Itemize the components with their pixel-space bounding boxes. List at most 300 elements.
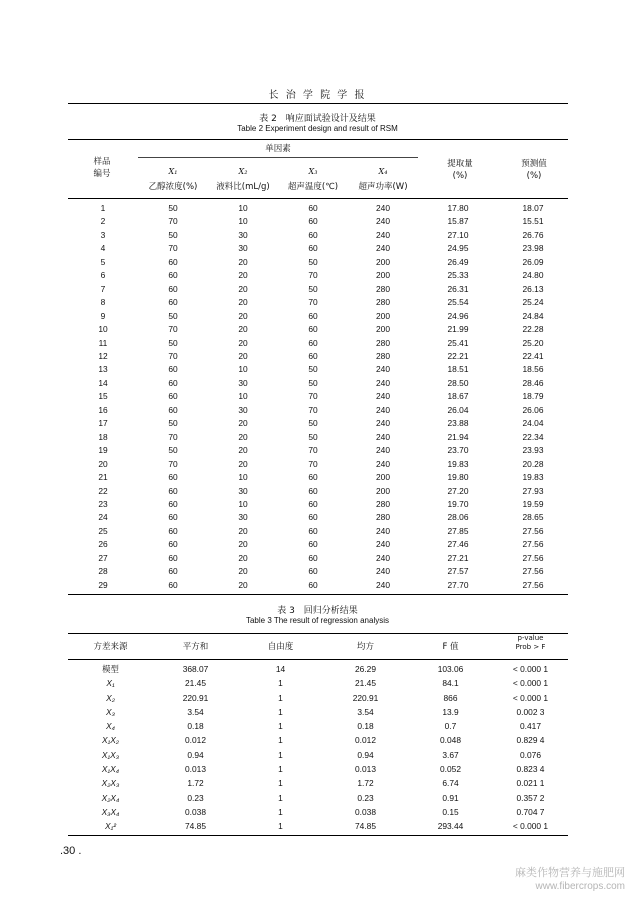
pred-header-line2: (%): [526, 171, 542, 181]
table-cell: 60: [308, 310, 318, 321]
table-row: [68, 283, 568, 296]
table-cell: 22: [98, 485, 108, 496]
table-cell: 20: [238, 297, 248, 308]
table-cell: 16: [98, 404, 108, 415]
table2-caption-cn: 表 2 响应面试验设计及结果: [259, 114, 376, 124]
p-header-top: p-value: [517, 634, 544, 642]
factor-name-x2: 液料比(mL/g): [216, 182, 270, 192]
table-cell: 27: [98, 552, 108, 563]
table-cell: 20: [238, 283, 248, 294]
table-cell: 19.83: [522, 472, 544, 483]
table-cell: 22.41: [522, 350, 544, 361]
table-cell: 60: [168, 297, 178, 308]
table-cell: 19.80: [447, 472, 469, 483]
table-cell: 25.24: [522, 297, 544, 308]
table-cell: 0.357 2: [516, 792, 545, 803]
source-cell: X₃X₄: [101, 806, 120, 817]
table-cell: 60: [308, 579, 318, 590]
table2-pred-header: [500, 158, 568, 182]
table-cell: 24: [98, 512, 108, 523]
table-cell: 25.33: [447, 270, 469, 281]
factor-name-x4: 超声功率(W): [358, 182, 408, 192]
table-row: [68, 662, 568, 676]
table-cell: 18.07: [522, 203, 544, 213]
table-cell: 0.23: [187, 792, 204, 803]
table-cell: 24.95: [447, 243, 469, 254]
source-cell: X₄: [106, 721, 115, 732]
table-cell: < 0.000 1: [512, 821, 549, 832]
table-cell: 3.54: [187, 706, 204, 717]
table-cell: 14: [275, 664, 286, 674]
table-cell: 27.70: [447, 579, 469, 590]
watermark: [515, 866, 625, 894]
page-number: .30 .: [60, 845, 82, 857]
table-cell: 220.91: [352, 692, 379, 703]
table-cell: 10: [238, 203, 248, 213]
table-cell: 84.1: [442, 678, 459, 689]
table-cell: 200: [376, 485, 390, 496]
table-cell: 50: [308, 377, 318, 388]
table-cell: 27.85: [447, 525, 469, 536]
table-cell: 9: [100, 310, 106, 321]
table-row: [68, 229, 568, 242]
table-cell: 27.20: [447, 485, 469, 496]
table-cell: 10: [98, 324, 108, 335]
table-cell: 0.048: [440, 735, 461, 746]
table-cell: 3.54: [357, 706, 374, 717]
table-cell: 1: [278, 735, 283, 746]
table-cell: 70: [308, 297, 318, 308]
table-cell: 60: [168, 283, 178, 294]
table-cell: 20: [238, 458, 248, 469]
t3-header-ms: 均方: [356, 642, 374, 652]
table-cell: 60: [308, 539, 318, 550]
source-cell: X₁X₄: [101, 764, 120, 775]
table-cell: 0.829 4: [516, 735, 545, 746]
table-cell: 10: [238, 216, 248, 227]
table-cell: 19.59: [522, 498, 544, 509]
table-cell: 28.46: [522, 377, 544, 388]
table-cell: 70: [308, 404, 318, 415]
table-cell: 60: [168, 377, 178, 388]
table-cell: 1.72: [357, 778, 374, 789]
table-cell: 60: [308, 203, 318, 213]
table-cell: 240: [376, 525, 390, 536]
table-cell: 28.06: [447, 512, 469, 523]
table-cell: 18.56: [522, 364, 544, 375]
table-row: [68, 431, 568, 444]
table-cell: 240: [376, 431, 390, 442]
table-cell: 14: [98, 377, 108, 388]
table-cell: 26: [98, 539, 108, 550]
table-cell: 21.45: [355, 678, 376, 689]
table-cell: 60: [168, 256, 178, 267]
table-row: [68, 296, 568, 309]
table3-caption-cn: 表 3 回归分析结果: [277, 606, 358, 616]
table-cell: 0.823 4: [516, 764, 545, 775]
table-cell: 24.96: [447, 310, 469, 321]
table-cell: 60: [168, 552, 178, 563]
table-row: [68, 242, 568, 255]
table-cell: 11: [98, 337, 108, 348]
table-cell: 23: [98, 498, 108, 509]
table-row: [68, 417, 568, 430]
table-cell: 30: [238, 229, 248, 240]
table-row: [68, 202, 568, 215]
table-cell: 70: [168, 243, 178, 254]
table-cell: 60: [168, 566, 178, 577]
table-cell: 19.83: [447, 458, 469, 469]
table-cell: 20: [238, 418, 248, 429]
table-cell: 60: [308, 485, 318, 496]
table-cell: 60: [168, 579, 178, 590]
table-cell: 15: [98, 391, 108, 402]
table-cell: 10: [238, 498, 248, 509]
table-cell: 22.34: [522, 431, 544, 442]
journal-header: 长 治 学 院 学 报: [268, 90, 367, 101]
table-cell: 27.56: [522, 525, 544, 536]
table-cell: 0.23: [357, 792, 374, 803]
table-row: [68, 776, 568, 790]
table-row: [68, 762, 568, 776]
table-cell: 27.56: [522, 539, 544, 550]
table-cell: 50: [168, 229, 178, 240]
source-cell: X₁X₂: [101, 735, 119, 746]
table-cell: 5: [100, 256, 106, 267]
table2-header-rule: [68, 198, 568, 199]
table-cell: 6.74: [442, 778, 459, 789]
table2-sample-header: [68, 156, 136, 180]
table-cell: 200: [376, 256, 390, 267]
table-cell: 18.67: [447, 391, 469, 402]
table-row: [68, 579, 568, 592]
table-cell: 220.91: [182, 692, 209, 703]
table-cell: 240: [376, 445, 390, 456]
table-cell: 368.07: [182, 664, 209, 674]
table-cell: 60: [308, 229, 318, 240]
table-cell: 70: [168, 216, 178, 227]
table-cell: 240: [376, 418, 390, 429]
table-cell: 293.44: [437, 821, 464, 832]
source-cell: X₂: [106, 692, 115, 703]
table-cell: 20: [238, 566, 248, 577]
watermark-cn: 麻类作物营养与施肥网: [515, 866, 625, 879]
table-cell: 3.67: [442, 749, 459, 760]
table-cell: 1: [278, 692, 283, 703]
table-cell: 20: [238, 431, 248, 442]
table-cell: 7: [100, 283, 106, 294]
table-cell: 240: [376, 364, 390, 375]
table-cell: 26.76: [522, 229, 544, 240]
table-cell: 26.13: [522, 283, 544, 294]
table-row: [68, 511, 568, 524]
table-row: [68, 444, 568, 457]
factor-var-x4: X₄: [378, 167, 388, 176]
table-cell: 0.038: [185, 806, 206, 817]
t3-header-p: [493, 634, 568, 652]
table-cell: 60: [308, 552, 318, 563]
factor-var-x1: X₁: [168, 167, 178, 176]
factor-var-x2: X₂: [238, 167, 248, 176]
table-cell: 27.10: [447, 229, 469, 240]
table-cell: 20: [238, 579, 248, 590]
table-cell: 60: [308, 512, 318, 523]
table-cell: 200: [376, 472, 390, 483]
table-cell: 60: [308, 243, 318, 254]
table-cell: 26.09: [522, 256, 544, 267]
table-cell: 18.79: [522, 391, 544, 402]
table-cell: 20: [238, 350, 248, 361]
table-cell: 60: [168, 391, 178, 402]
table-cell: 280: [376, 498, 390, 509]
source-cell: X₂X₃: [101, 778, 120, 789]
source-cell: X₁X₃: [101, 749, 120, 760]
table-cell: 30: [238, 377, 248, 388]
table-cell: 27.56: [522, 579, 544, 590]
table-cell: 70: [168, 458, 178, 469]
table-cell: 20: [238, 310, 248, 321]
table-cell: 240: [376, 216, 390, 227]
table-cell: 60: [308, 350, 318, 361]
table-cell: 27.93: [522, 485, 544, 496]
table-cell: 0.076: [520, 749, 541, 760]
table-cell: 21.45: [185, 678, 206, 689]
table-cell: 23.88: [447, 418, 469, 429]
table-cell: 240: [376, 229, 390, 240]
table-cell: 60: [168, 404, 178, 415]
table-cell: 280: [376, 512, 390, 523]
table-cell: 240: [376, 579, 390, 590]
table-row: [68, 691, 568, 705]
table-cell: 0.15: [442, 806, 459, 817]
table-row: [68, 748, 568, 762]
table-row: [68, 404, 568, 417]
table-row: [68, 538, 568, 551]
table-cell: 27.21: [447, 552, 469, 563]
table-cell: 60: [308, 566, 318, 577]
table-cell: 60: [308, 498, 318, 509]
table-row: [68, 791, 568, 805]
table-cell: 15.51: [522, 216, 544, 227]
table-cell: < 0.000 1: [512, 692, 549, 703]
table-cell: 20: [238, 337, 248, 348]
table-cell: 13.9: [442, 706, 459, 717]
table-row: [68, 485, 568, 498]
table2-group-header: 单因素: [265, 144, 291, 154]
factor-name-x1: 乙醇浓度(%): [148, 182, 198, 192]
table-cell: 2: [100, 216, 106, 227]
source-cell: X₃: [106, 706, 115, 717]
table-cell: 20: [98, 458, 108, 469]
table-cell: 21.94: [447, 431, 469, 442]
table-cell: 60: [308, 216, 318, 227]
table-row: [68, 269, 568, 282]
table-cell: 28: [98, 566, 108, 577]
table-cell: 0.91: [442, 792, 459, 803]
table-row: [68, 676, 568, 690]
table2-caption-en: Table 2 Experiment design and result of RSM: [237, 124, 398, 133]
table-cell: 70: [308, 458, 318, 469]
table2-top-rule: [68, 139, 568, 140]
table-cell: 10: [238, 472, 248, 483]
table-cell: 0.012: [355, 735, 376, 746]
table-cell: 60: [168, 472, 178, 483]
table-cell: 12: [98, 350, 108, 361]
table-cell: 25: [98, 525, 108, 536]
table-cell: 240: [376, 566, 390, 577]
table-cell: 0.7: [444, 721, 457, 732]
table-cell: 280: [376, 350, 390, 361]
source-cell: X₁: [106, 678, 115, 689]
table-cell: 3: [100, 229, 106, 240]
table-row: [68, 705, 568, 719]
table-row: [68, 256, 568, 269]
table-cell: 19.70: [447, 498, 469, 509]
table-cell: 50: [308, 364, 318, 375]
table-cell: 27.56: [522, 552, 544, 563]
table-cell: 280: [376, 283, 390, 294]
table-cell: 0.704 7: [516, 806, 545, 817]
table-cell: 0.038: [355, 806, 376, 817]
table-cell: 240: [376, 404, 390, 415]
table-cell: 70: [168, 324, 178, 335]
table-cell: 50: [308, 418, 318, 429]
table-cell: 0.417: [520, 721, 541, 732]
table-cell: 60: [168, 525, 178, 536]
factor-name-x3: 超声温度(℃): [287, 182, 339, 192]
table-cell: 50: [308, 431, 318, 442]
table-cell: 60: [168, 498, 178, 509]
table-cell: 60: [168, 485, 178, 496]
source-cell: 模型: [102, 664, 119, 674]
table-cell: 1.72: [187, 778, 204, 789]
table-cell: 0.012: [185, 735, 206, 746]
table3-bottom-rule: [68, 835, 568, 836]
table-cell: 20: [238, 324, 248, 335]
table-cell: 24.04: [522, 418, 544, 429]
table-cell: 28.65: [522, 512, 544, 523]
table-cell: 70: [168, 350, 178, 361]
table-row: [68, 471, 568, 484]
table-cell: 0.052: [440, 764, 461, 775]
table-cell: 1: [278, 792, 283, 803]
table-cell: 0.013: [185, 764, 206, 775]
table-row: [68, 498, 568, 511]
table-row: [68, 525, 568, 538]
table-row: [68, 337, 568, 350]
table-cell: 70: [168, 431, 178, 442]
table-cell: 23.93: [522, 445, 544, 456]
table2-group-rule: [138, 157, 418, 158]
table-cell: 24.80: [522, 270, 544, 281]
table2-yield-header: [420, 158, 500, 182]
table-cell: 25.54: [447, 297, 469, 308]
table-row: [68, 363, 568, 376]
table-cell: 60: [168, 512, 178, 523]
pred-header-line1: 预测值: [521, 159, 547, 169]
table-cell: 8: [100, 297, 106, 308]
table3-header-rule: [68, 659, 568, 660]
table-cell: 17.80: [447, 203, 469, 213]
table-row: [68, 733, 568, 747]
table-cell: 50: [168, 203, 178, 213]
table-cell: 26.29: [355, 664, 376, 674]
table-cell: 15.87: [447, 216, 469, 227]
table-row: [68, 377, 568, 390]
table-row: [68, 390, 568, 403]
table-cell: 50: [168, 445, 178, 456]
table-cell: 1: [278, 749, 283, 760]
table-cell: 70: [308, 445, 318, 456]
table-cell: 0.013: [355, 764, 376, 775]
table-cell: 20: [238, 445, 248, 456]
source-cell: X₂X₄: [101, 792, 120, 803]
table-cell: 0.18: [187, 721, 204, 732]
table-cell: 60: [168, 270, 178, 281]
table-cell: 50: [168, 310, 178, 321]
table-cell: 23.70: [447, 445, 469, 456]
table-cell: 21.99: [447, 324, 469, 335]
table-cell: 29: [98, 579, 108, 590]
table-cell: 280: [376, 297, 390, 308]
table-cell: 22.21: [447, 350, 469, 361]
table-cell: 27.57: [447, 566, 469, 577]
table-cell: 240: [376, 377, 390, 388]
table-cell: 27.46: [447, 539, 469, 550]
table-cell: 103.06: [437, 664, 464, 674]
table-row: [68, 350, 568, 363]
table-cell: 60: [308, 324, 318, 335]
p-header-bottom: Prob > F: [515, 643, 546, 651]
table-cell: 30: [238, 243, 248, 254]
table-cell: 10: [238, 391, 248, 402]
yield-header-line2: (%): [452, 171, 468, 181]
table-cell: 240: [376, 539, 390, 550]
table-cell: 200: [376, 270, 390, 281]
table-cell: 1: [278, 721, 283, 732]
table3-caption-en: Table 3 The result of regression analysis: [245, 616, 390, 625]
table-cell: 0.18: [357, 721, 374, 732]
table-row: [68, 458, 568, 471]
table-cell: 4: [100, 243, 106, 254]
table-cell: 26.04: [447, 404, 469, 415]
table-cell: 200: [376, 324, 390, 335]
table-cell: 19: [98, 445, 108, 456]
source-cell: X₁²: [104, 821, 117, 832]
table-cell: 20: [238, 539, 248, 550]
table-cell: 70: [308, 270, 318, 281]
watermark-url: www.fibercrops.com: [535, 881, 625, 892]
table-cell: 13: [98, 364, 108, 375]
table2-body: [68, 202, 568, 592]
table-row: [68, 565, 568, 578]
table-cell: 60: [308, 472, 318, 483]
table-cell: 240: [376, 243, 390, 254]
header-rule: [68, 103, 568, 104]
t3-header-df: 自由度: [267, 642, 294, 652]
table-cell: 30: [238, 404, 248, 415]
t3-header-source: 方差来源: [93, 642, 128, 652]
table-row: [68, 552, 568, 565]
table-cell: 26.06: [522, 404, 544, 415]
table-row: [68, 323, 568, 336]
table3-body: [68, 662, 568, 834]
table-cell: 20: [238, 525, 248, 536]
table-cell: 60: [168, 364, 178, 375]
table-cell: 23.98: [522, 243, 544, 254]
table-cell: 1: [278, 821, 283, 832]
yield-header-line1: 提取量: [447, 159, 473, 169]
